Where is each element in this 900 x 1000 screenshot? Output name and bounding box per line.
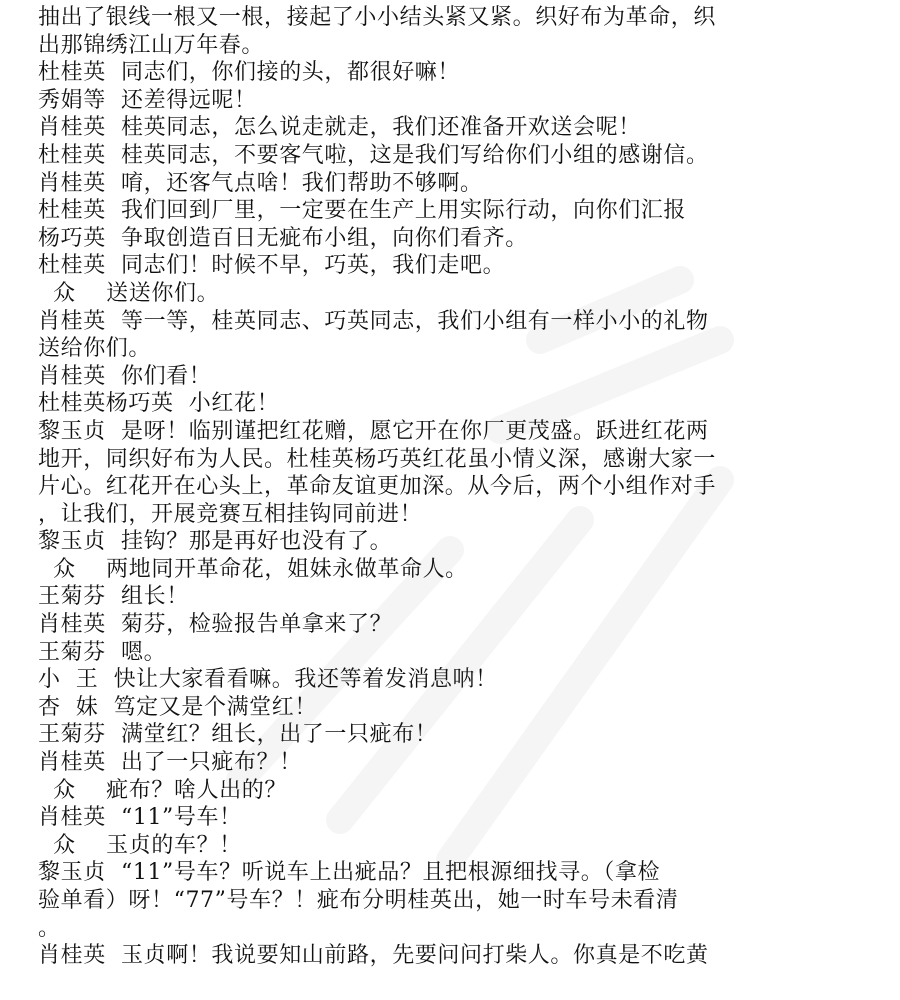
- line-text: 桂英同志，怎么说走就走，我们还准备开欢送会呢！: [121, 115, 641, 141]
- script-line: [38, 859, 880, 887]
- script-line: [38, 832, 880, 860]
- line-text: 玉贞的车？！: [106, 832, 242, 858]
- script-line: [38, 887, 880, 915]
- line-text: “11”号车！: [121, 805, 242, 831]
- speaker-name: 肖桂英: [38, 308, 106, 334]
- line-text: 疵布？啥人出的？: [106, 777, 287, 803]
- speaker-name: 黎玉贞: [38, 860, 106, 886]
- line-text: 出那锦绣江山万年春。: [38, 32, 265, 58]
- line-text: 。: [38, 915, 61, 941]
- script-line: [38, 4, 880, 32]
- script-line: [38, 114, 880, 142]
- line-text: 还差得远呢！: [121, 87, 257, 113]
- script-line: [38, 694, 880, 722]
- line-text: 桂英同志，不要客气啦，这是我们写给你们小组的感谢信。: [121, 142, 709, 168]
- speaker-name: 众: [38, 280, 91, 306]
- line-text: 出了一只疵布？！: [121, 750, 302, 776]
- speaker-name: 杜桂英: [38, 253, 106, 279]
- speaker-name: 肖桂英: [38, 750, 106, 776]
- script-line: [38, 583, 880, 611]
- speaker-name: 黎玉贞: [38, 418, 106, 444]
- speaker-name: 杜桂英杨巧英: [38, 391, 174, 417]
- line-text: 唷，还客气点啥！我们帮助不够啊。: [121, 170, 483, 196]
- script-line: [38, 363, 880, 391]
- speaker-name: 肖桂英: [38, 943, 106, 969]
- line-text: 我们回到厂里，一定要在生产上用实际行动，向你们汇报: [121, 198, 687, 224]
- line-text: 送给你们。: [38, 336, 152, 362]
- line-text: 片心。红花开在心头上，革命友谊更加深。从今后，两个小组作对手: [38, 474, 717, 500]
- script-line: [38, 390, 880, 418]
- script-line: [38, 446, 880, 474]
- speaker-name: 王菊芬: [38, 639, 106, 665]
- line-text: 满堂红？组长，出了一只疵布！: [121, 722, 438, 748]
- line-text: 菊芬，检验报告单拿来了？: [121, 612, 393, 638]
- line-text: 快让大家看看嘛。我还等着发消息呐！: [113, 667, 498, 693]
- line-text: 地开，同织好布为人民。杜桂英杨巧英红花虽小情义深，感谢大家一: [38, 446, 717, 472]
- line-text: 是呀！临别谨把红花赠，愿它开在你厂更茂盛。跃进红花两: [121, 418, 709, 444]
- line-text: 争取创造百日无疵布小组，向你们看齐。: [121, 225, 528, 251]
- script-line: [38, 170, 880, 198]
- line-text: 嗯。: [121, 639, 167, 665]
- speaker-name: 杨巧英: [38, 225, 106, 251]
- speaker-name: 杏 妹: [38, 694, 99, 720]
- speaker-name: 肖桂英: [38, 170, 106, 196]
- line-text: 组长！: [121, 584, 189, 610]
- script-line: [38, 87, 880, 115]
- speaker-name: 肖桂英: [38, 363, 106, 389]
- line-text: 送送你们。: [106, 280, 220, 306]
- script-line: [38, 611, 880, 639]
- speaker-name: 小 王: [38, 667, 99, 693]
- script-line: [38, 280, 880, 308]
- line-text: 等一等，桂英同志、巧英同志，我们小组有一样小小的礼物: [121, 308, 709, 334]
- speaker-name: 肖桂英: [38, 612, 106, 638]
- speaker-name: 王菊芬: [38, 722, 106, 748]
- speaker-name: 众: [38, 777, 91, 803]
- line-text: 两地同开革命花，姐妹永做革命人。: [106, 556, 468, 582]
- script-line: [38, 528, 880, 556]
- line-text: 同志们，你们接的头，都很好嘛！: [121, 60, 461, 86]
- script-line: [38, 556, 880, 584]
- script-line: [38, 721, 880, 749]
- script-line: [38, 59, 880, 87]
- script-line: [38, 777, 880, 805]
- speaker-name: 杜桂英: [38, 60, 106, 86]
- line-text: 验单看）呀！“77”号车？！疵布分明桂英出，她一时车号未看清: [38, 888, 679, 913]
- speaker-name: 王菊芬: [38, 584, 106, 610]
- speaker-name: 黎玉贞: [38, 529, 106, 555]
- script-page: [38, 4, 880, 970]
- script-line: [38, 942, 880, 970]
- line-text: 挂钩？那是再好也没有了。: [121, 529, 393, 555]
- line-text: 抽出了银线一根又一根，接起了小小结头紧又紧。织好布为革命，织: [38, 5, 717, 30]
- line-text: 你们看！: [121, 363, 212, 389]
- script-line: [38, 639, 880, 667]
- script-line: [38, 335, 880, 363]
- script-line: [38, 225, 880, 253]
- script-line: [38, 418, 880, 446]
- script-line: [38, 473, 880, 501]
- script-line: [38, 501, 880, 529]
- script-line: [38, 666, 880, 694]
- line-text: 玉贞啊！我说要知山前路，先要问问打柴人。你真是不吃黄: [121, 943, 709, 969]
- speaker-name: 众: [38, 832, 91, 858]
- script-line: [38, 915, 880, 943]
- script-line: [38, 749, 880, 777]
- speaker-name: 肖桂英: [38, 805, 106, 831]
- speaker-name: 肖桂英: [38, 115, 106, 141]
- script-line: [38, 308, 880, 336]
- line-text: 同志们！时候不早，巧英，我们走吧。: [121, 253, 506, 279]
- speaker-name: 杜桂英: [38, 142, 106, 168]
- speaker-name: 杜桂英: [38, 198, 106, 224]
- script-line: [38, 197, 880, 225]
- script-line: [38, 252, 880, 280]
- line-text: 笃定又是个满堂红！: [113, 694, 317, 720]
- script-line: [38, 804, 880, 832]
- script-line: [38, 32, 880, 60]
- speaker-name: 秀娟等: [38, 87, 106, 113]
- script-line: [38, 142, 880, 170]
- line-text: “11”号车？听说车上出疵品？且把根源细找寻。（拿检: [121, 860, 661, 886]
- line-text: ，让我们，开展竞赛互相挂钩同前进！: [38, 501, 423, 527]
- speaker-name: 众: [38, 556, 91, 582]
- line-text: 小红花！: [188, 391, 280, 417]
